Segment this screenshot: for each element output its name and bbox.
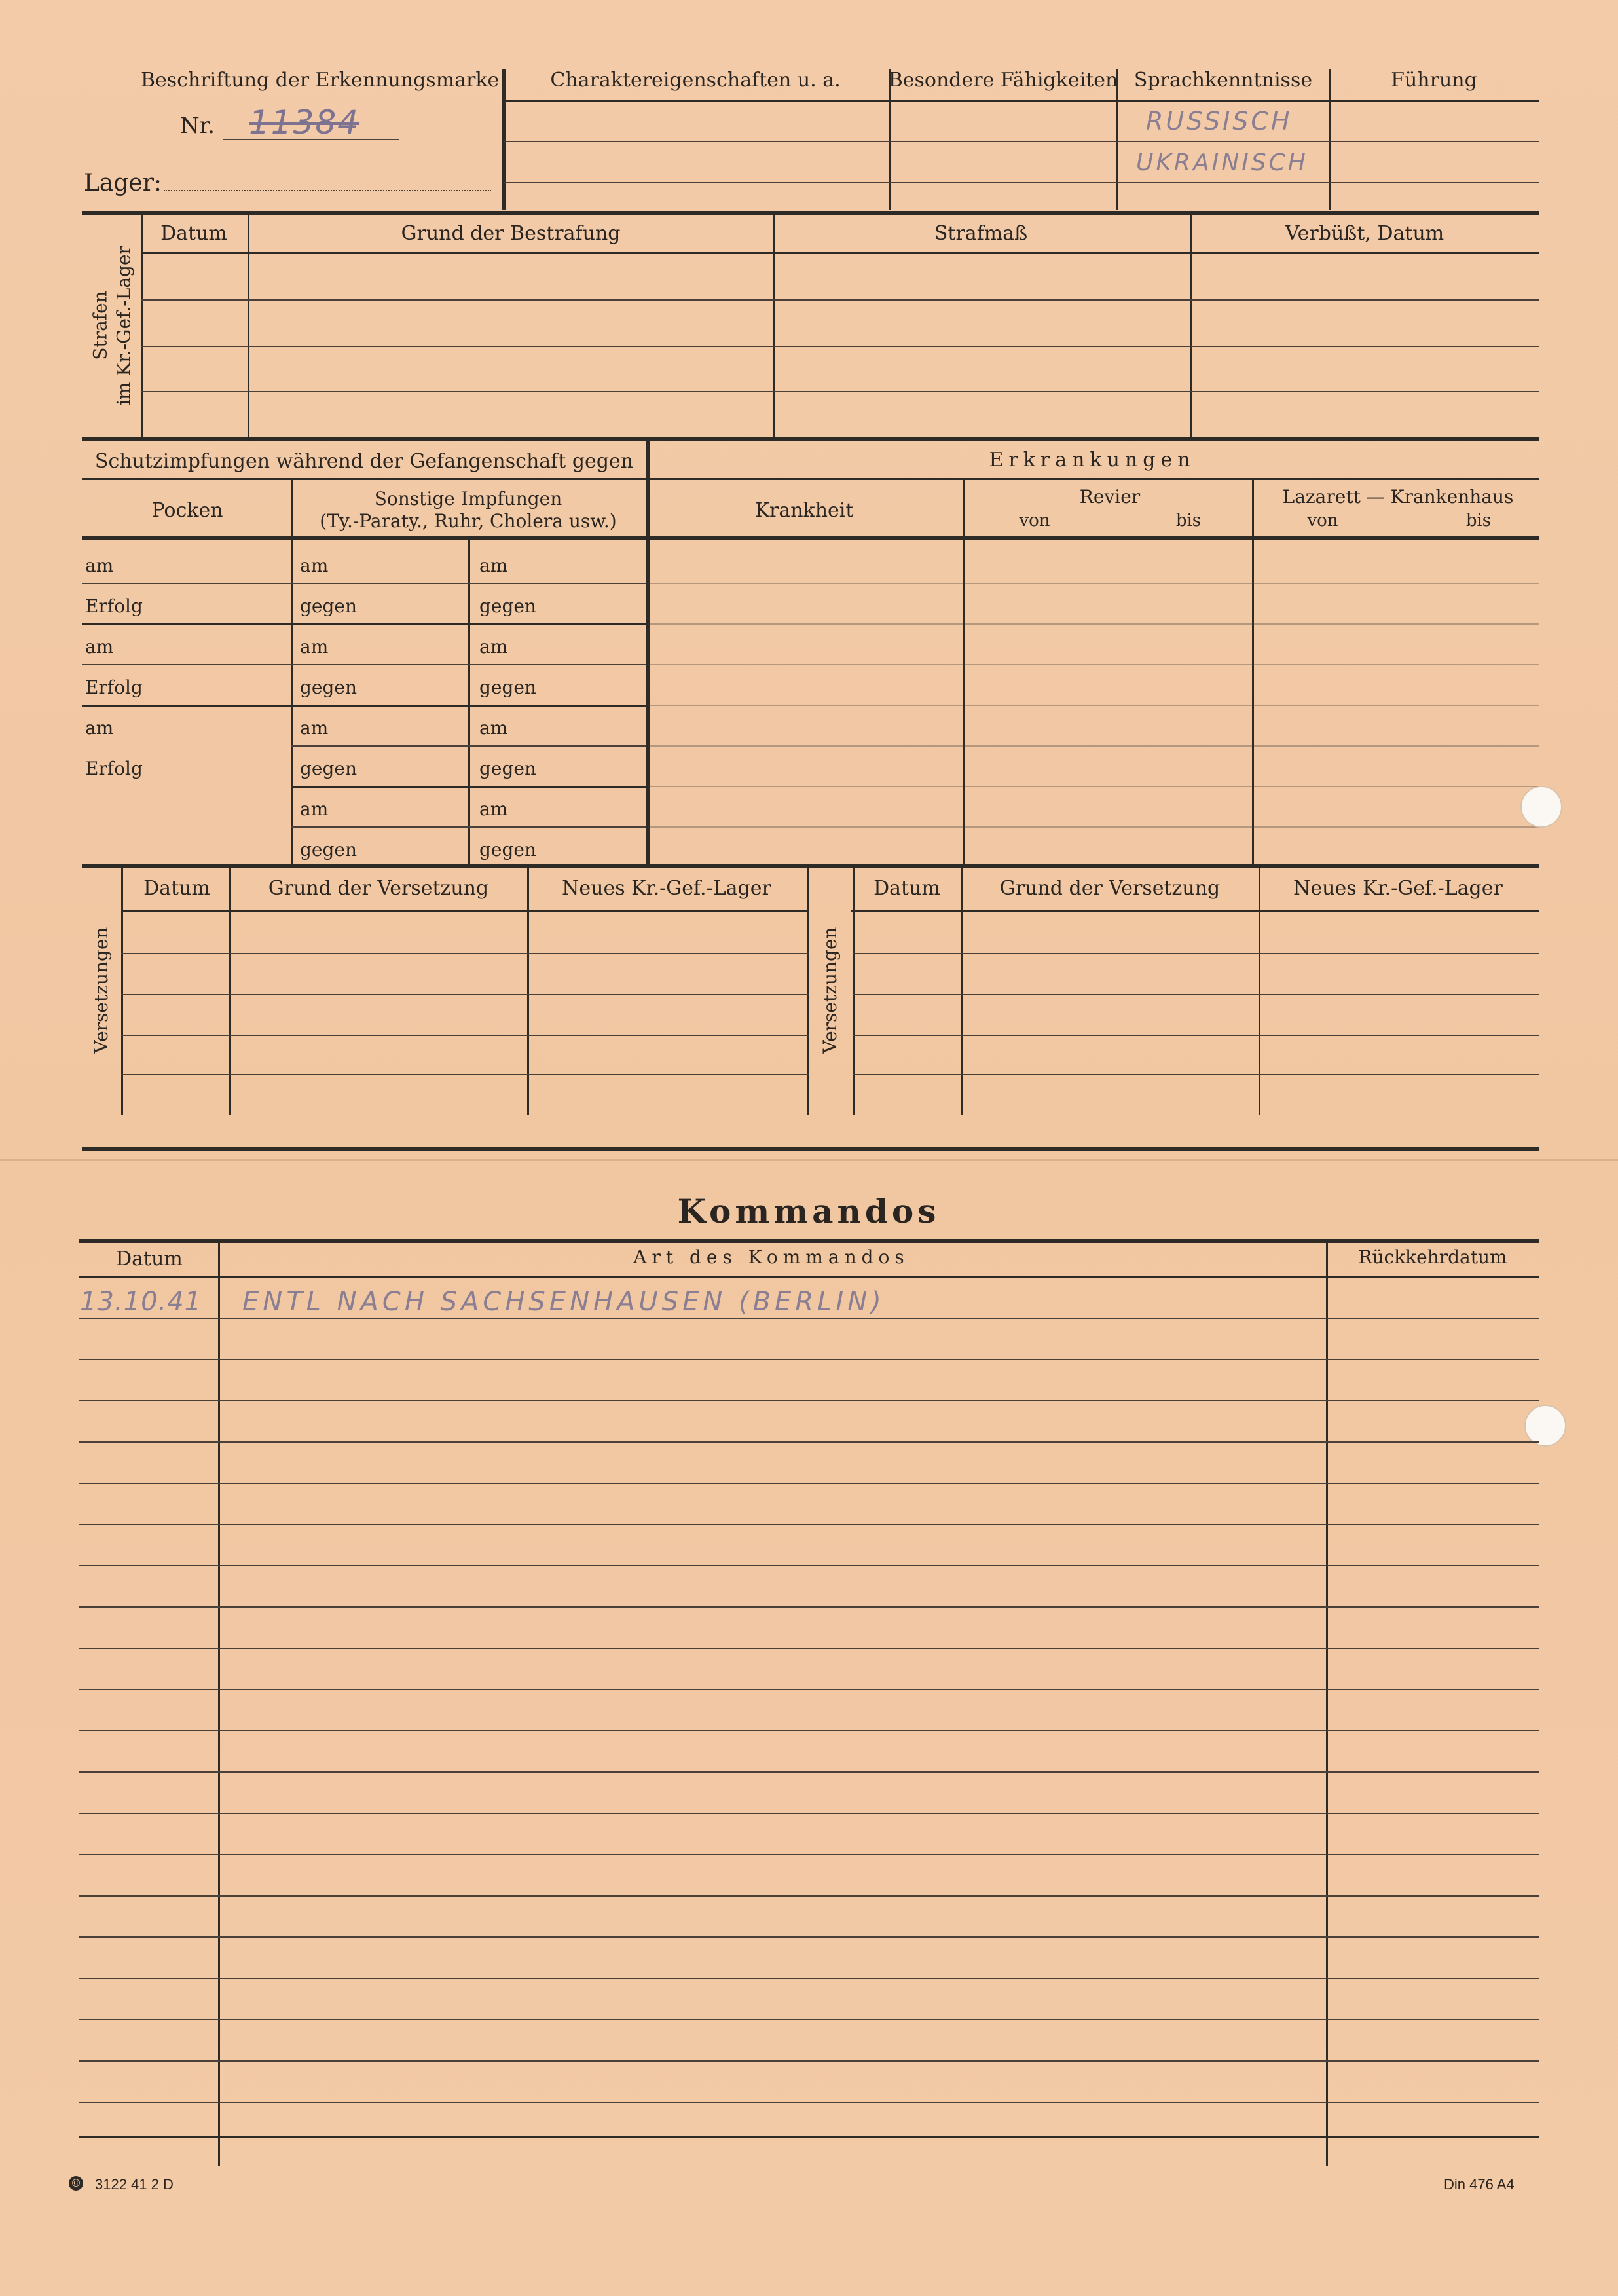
form-number: 3122 41 2 D <box>95 2176 174 2193</box>
kommando-datum-heading: Datum <box>116 1248 183 1270</box>
krankheit-heading: Krankheit <box>754 499 854 522</box>
lazarett-heading: Lazarett — Krankenhaus <box>1282 486 1514 508</box>
top-divider <box>502 69 506 210</box>
kommando-row-line <box>79 1854 1539 1855</box>
verbuesst-heading: Verbüßt, Datum <box>1285 222 1444 245</box>
rueckkehrdatum-heading: Rückkehrdatum <box>1358 1246 1507 1268</box>
sonstige-heading-1: Sonstige Impfungen <box>374 488 562 509</box>
nr-value: 11384 <box>249 103 360 141</box>
strafen-datum-heading: Datum <box>160 222 227 245</box>
fold-line <box>0 1159 1618 1161</box>
pocken-erfolg-3: Erfolg <box>85 758 143 779</box>
kommando-table-bottom <box>79 2136 1539 2138</box>
sonstige-gegen: gegen <box>479 839 537 861</box>
sonstige-am: am <box>479 798 508 820</box>
strafen-grund-heading: Grund der Bestrafung <box>401 222 621 245</box>
sonstige-heading-2: (Ty.-Paraty., Ruhr, Cholera usw.) <box>320 510 617 532</box>
lazarett-bis: bis <box>1465 511 1492 530</box>
faehigkeiten-heading: Besondere Fähigkeiten <box>888 69 1118 92</box>
sonstige-am: am <box>300 555 329 576</box>
kommandos-title: Kommandos <box>677 1192 940 1231</box>
revier-von: von <box>1019 511 1050 530</box>
sonstige-am: am <box>300 636 329 657</box>
erkrankungen-heading: Erkrankungen <box>989 449 1196 472</box>
charakter-heading: Charaktereigenschaften u. a. <box>550 69 841 92</box>
sprachkenntnisse-heading: Sprachkenntnisse <box>1133 69 1313 92</box>
lager-field[interactable] <box>164 190 491 191</box>
sonstige-am: am <box>300 798 329 820</box>
nr-label: Nr. <box>180 113 215 139</box>
kommando-row-line <box>79 1441 1539 1443</box>
kommando-row-line <box>79 1359 1539 1360</box>
pocken-am-1: am <box>85 555 114 576</box>
kommando-row-line <box>79 1978 1539 1979</box>
kommando-row-line <box>79 1606 1539 1608</box>
kommando-row-line <box>79 2102 1539 2103</box>
kommando-row-line <box>79 2060 1539 2062</box>
kommando-row-line <box>79 1565 1539 1566</box>
strafen-side-label: Strafen im Kr.-Gef.-Lager <box>89 246 135 405</box>
copyright-icon: © <box>69 2176 83 2191</box>
vers-datum-heading-1: Datum <box>143 877 210 900</box>
sonstige-gegen: gegen <box>479 595 537 617</box>
fuehrung-heading: Führung <box>1391 69 1477 92</box>
kommando-row-line <box>79 1483 1539 1484</box>
kommando-art-heading: Art des Kommandos <box>633 1246 910 1268</box>
vers-grund-heading-2: Grund der Versetzung <box>999 877 1221 900</box>
sonstige-am: am <box>479 555 508 576</box>
vers-grund-heading-1: Grund der Versetzung <box>268 877 489 900</box>
sonstige-am: am <box>479 636 508 657</box>
lazarett-von: von <box>1307 511 1338 530</box>
kommando-row-line <box>79 1730 1539 1731</box>
kommando-row-line <box>79 1895 1539 1897</box>
kommando-art-1: ENTL NACH SACHSENHAUSEN (BERLIN) <box>242 1287 885 1317</box>
pocken-am-3: am <box>85 717 114 739</box>
sprache-2: UKRAINISCH <box>1136 149 1308 176</box>
schutzimpfungen-heading: Schutzimpfungen während der Gefangenschaft gegen <box>94 450 634 473</box>
kommando-row-line <box>79 1400 1539 1401</box>
kommando-row-line <box>79 1648 1539 1649</box>
revier-heading: Revier <box>1079 486 1141 508</box>
pocken-erfolg-1: Erfolg <box>85 595 143 617</box>
sonstige-am: am <box>300 717 329 739</box>
vers-lager-heading-2: Neues Kr.-Gef.-Lager <box>1293 877 1503 900</box>
punch-hole <box>1524 1405 1566 1447</box>
kommando-row-line <box>79 1813 1539 1814</box>
pocken-am-2: am <box>85 636 114 657</box>
kommando-row-line <box>79 1318 1539 1319</box>
sonstige-gegen: gegen <box>300 595 358 617</box>
versetzungen-side-label-1: Versetzungen <box>90 927 112 1054</box>
kommando-row-line <box>79 1689 1539 1690</box>
din-format: Din 476 A4 <box>1444 2176 1515 2193</box>
vers-datum-heading-2: Datum <box>873 877 940 900</box>
sprache-1: RUSSISCH <box>1146 107 1293 136</box>
pocken-erfolg-2: Erfolg <box>85 676 143 698</box>
kommando-row-line <box>79 2019 1539 2020</box>
versetzungen-side-label-2: Versetzungen <box>818 927 841 1054</box>
kommando-datum-1: 13.10.41 <box>80 1287 202 1317</box>
sonstige-gegen: gegen <box>479 676 537 698</box>
sonstige-gegen: gegen <box>479 758 537 779</box>
sonstige-gegen: gegen <box>300 676 358 698</box>
sonstige-gegen: gegen <box>300 758 358 779</box>
strafmass-heading: Strafmaß <box>934 222 1028 245</box>
sonstige-gegen: gegen <box>300 839 358 861</box>
vers-lager-heading-1: Neues Kr.-Gef.-Lager <box>562 877 771 900</box>
lager-label: Lager: <box>84 170 162 196</box>
kommando-row-line <box>79 1771 1539 1773</box>
erkennungsmarke-heading: Beschriftung der Erkennungsmarke <box>141 69 500 92</box>
revier-bis: bis <box>1175 511 1202 530</box>
nr-underline <box>223 139 399 140</box>
punch-hole <box>1520 786 1562 828</box>
sonstige-am: am <box>479 717 508 739</box>
kommando-row-line <box>79 1524 1539 1525</box>
kommando-row-line <box>79 1936 1539 1938</box>
pocken-heading: Pocken <box>151 499 223 522</box>
